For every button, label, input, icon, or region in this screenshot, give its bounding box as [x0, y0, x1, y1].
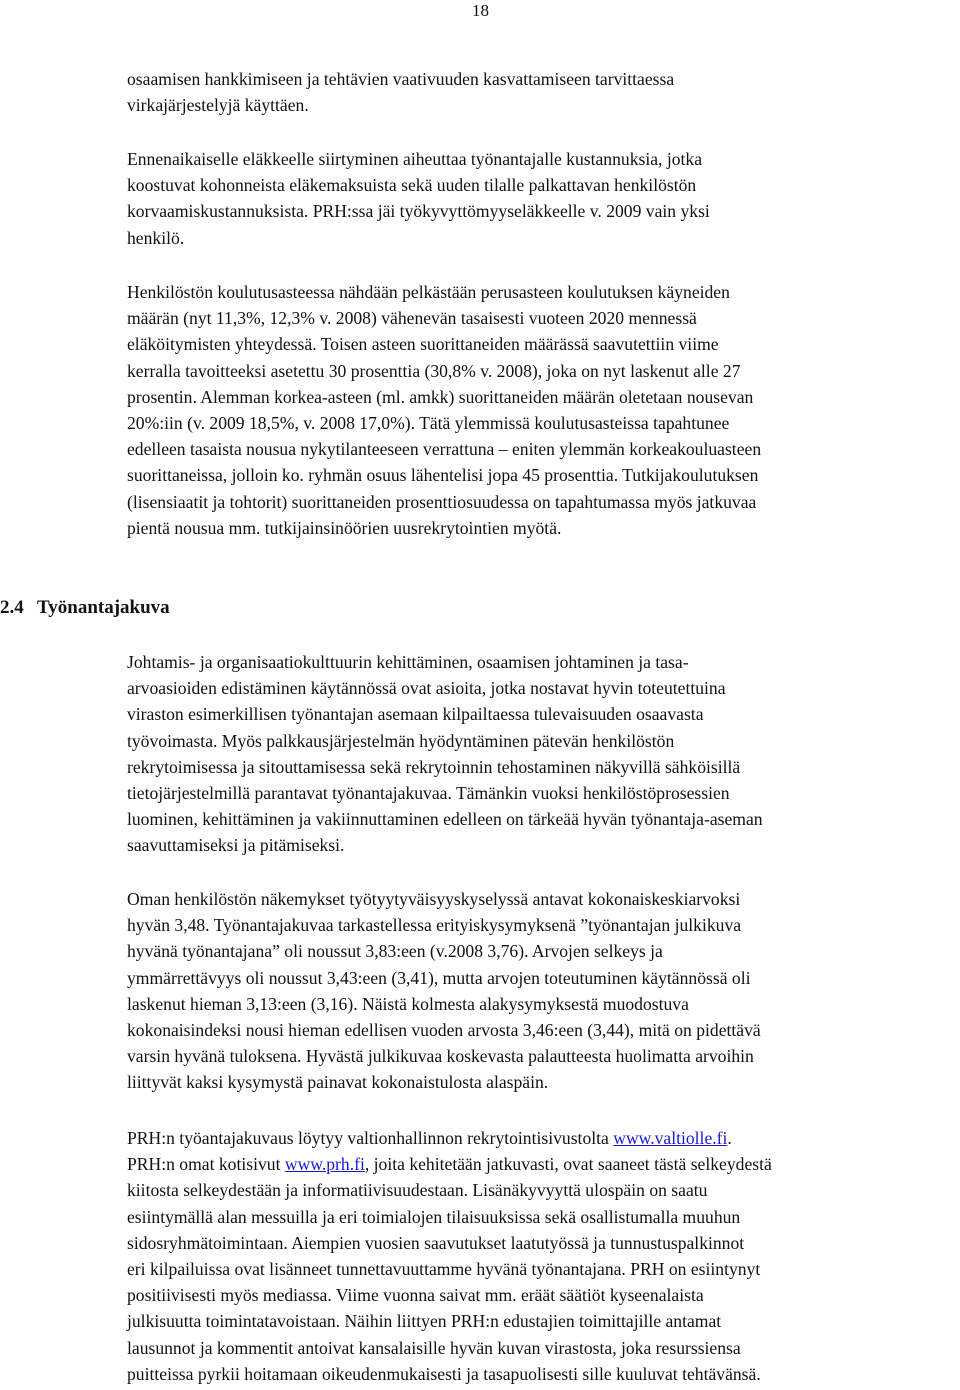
text-line: ymmärrettävyys oli noussut 3,43:een (3,41), mutta arvojen toteutuminen käytännössä oli	[127, 967, 751, 988]
text-line: arvoasioiden edistäminen käytännössä ovat asioita, jotka nostavat hyvin toteutettuina	[127, 678, 726, 699]
text-line: varsin hyvänä tuloksena. Hyvästä julkikuvaa koskevasta palautteesta huolimatta arvoihin	[127, 1046, 754, 1067]
paragraph-employee-survey	[127, 886, 957, 1096]
text-line: korvaamiskustannuksista. PRH:ssa jäi työkyvyttömyyseläkkeelle v. 2009 vain yksi	[127, 201, 710, 222]
text-run: PRH:n työantajakuvaus löytyy valtionhallinnon rekrytointisivustolta	[127, 1128, 614, 1148]
text-line: virkajärjestelyjä käyttäen.	[127, 95, 309, 116]
text-line: viraston esimerkillisen työnantajan asemaan kilpailtaessa tulevaisuuden osaavasta	[127, 704, 704, 725]
text-line: Henkilöstön koulutusasteessa nähdään pelkästään perusasteen koulutuksen käyneiden	[127, 282, 730, 302]
text-line: eri kilpailuissa ovat lisänneet tunnettavuuttamme hyvänä työnantajana. PRH on esiintynyt	[127, 1259, 761, 1280]
text-run: .	[727, 1128, 732, 1148]
text-line: rekrytoimisessa ja sitouttamisessa sekä rekrytoinnin tehostaminen näkyvillä sähköisillä	[127, 756, 741, 777]
paragraph-early-retirement	[127, 146, 957, 251]
section-title: Työnantajakuva	[37, 597, 170, 618]
text-line: luominen, kehittäminen ja vakiinnuttaminen edelleen on tärkeää hyvän työnantaja-aseman	[127, 809, 763, 830]
text-line: (lisensiaatit ja tohtorit) suorittaneiden prosenttiosuudessa on tapahtumassa myös jatkuvaa	[127, 491, 757, 512]
text-line: prosentin. Alemman korkea-asteen (ml. amkk) suorittaneiden määrän oletetaan nousevan	[127, 386, 754, 407]
text-line: liittyvät kaksi kysymystä painavat kokonaistulosta alaspäin.	[127, 1072, 549, 1093]
text-line: puitteissa pyrkii hoitamaan oikeudenmukaisesti ja tasapuolisesti sille kuuluvat tehtävänsä.	[127, 1363, 761, 1384]
text-line	[127, 1151, 957, 1177]
section-number: 2.4	[0, 597, 24, 618]
text-line: sidosryhmätoimintaan. Aiempien vuosien saavutukset laatutyössä ja tunnustuspalkinnot	[127, 1232, 745, 1253]
prh-link[interactable]: www.prh.fi	[284, 1154, 365, 1175]
text-line: osaamisen hankkimiseen ja tehtävien vaativuuden kasvattamiseen tarvittaessa	[127, 69, 675, 89]
text-line: tietojärjestelmillä parantavat työnantajakuvaa. Tämänkin vuoksi henkilöstöprosessien	[127, 783, 730, 804]
paragraph-education-level	[127, 279, 957, 541]
text-line: kokonaisindeksi nousi hieman edellisen vuoden arvosta 3,46:een (3,44), mitä on pidettävä	[127, 1020, 761, 1041]
text-line: suorittaneissa, jolloin ko. ryhmän osuus lähentelisi jopa 45 prosenttia. Tutkijakoulutuksen	[127, 465, 759, 486]
page-number: 18	[472, 1, 489, 20]
text-line: positiivisesti myös mediassa. Viime vuonna saivat mm. eräät säätiöt kyseenalaista	[127, 1285, 704, 1306]
text-run: PRH:n omat kotisivut	[127, 1154, 285, 1175]
text-line: julkisuutta toimintatavoistaan. Näihin liittyen PRH:n edustajien toimittajille antamat	[127, 1311, 722, 1332]
section-heading	[0, 596, 170, 620]
text-line: hyvän 3,48. Työnantajakuvaa tarkastellessa erityiskysymyksenä ”työnantajan julkikuva	[127, 915, 742, 936]
text-run: , joita kehitetään jatkuvasti, ovat saaneet tästä selkeydestä	[364, 1154, 772, 1175]
paragraph-leadership-culture	[127, 649, 957, 859]
text-line: esiintymällä alan messuilla ja eri toimialojen tilaisuuksissa sekä osallistumalla muuhun	[127, 1206, 741, 1227]
paragraph-employer-image-web	[127, 1125, 957, 1387]
text-line: kiitosta selkeydestään ja informatiivisuudestaan. Lisänäkyvyyttä ulospäin on saatu	[127, 1180, 708, 1201]
text-line: eläköitymisten yhteydessä. Toisen asteen suorittaneiden määrässä saavutettiin viime	[127, 334, 719, 355]
text-line: edelleen tasaista nousua nykytilanteeseen verrattuna – eniten ylemmän korkeakouluasteen	[127, 439, 762, 460]
text-line: kerralla tavoitteeksi asetettu 30 prosenttia (30,8% v. 2008), joka on nyt laskenut alle 27	[127, 360, 741, 381]
text-line: henkilö.	[127, 227, 185, 248]
text-line: hyvänä työnantajana” oli noussut 3,83:een (v.2008 3,76). Arvojen selkeys ja	[127, 941, 663, 962]
text-line: saavuttamiseksi ja pitämiseksi.	[127, 835, 345, 856]
text-line: määrän (nyt 11,3%, 12,3% v. 2008) vähenevän tasaisesti vuoteen 2020 mennessä	[127, 308, 697, 329]
text-line: Oman henkilöstön näkemykset työtyytyväisyyskyselyssä antavat kokonaiskeskiarvoksi	[127, 889, 741, 909]
text-line: 20%:iin (v. 2009 18,5%, v. 2008 17,0%). Tätä ylemmissä koulutusasteissa tapahtunee	[127, 413, 730, 434]
valtiolle-link[interactable]: www.valtiolle.fi	[613, 1128, 728, 1148]
text-line: lausunnot ja kommentit antoivat kansalaisille hyvän kuvan virastosta, joka resurssiensa	[127, 1337, 741, 1358]
text-line: koostuvat kohonneista eläkemaksuista sekä uuden tilalle palkattavan henkilöstön	[127, 175, 697, 196]
text-line: laskenut hieman 3,13:een (3,16). Näistä kolmesta alakysymyksestä muodostuva	[127, 993, 689, 1014]
paragraph-continuation	[127, 66, 957, 118]
text-line: työvoimasta. Myös palkkausjärjestelmän hyödyntäminen pätevän henkilöstön	[127, 730, 675, 751]
text-line	[127, 1125, 957, 1151]
text-line: Johtamis- ja organisaatiokulttuurin kehittäminen, osaamisen johtaminen ja tasa-	[127, 652, 689, 672]
text-line: pientä nousua mm. tutkijainsinöörien uusrekrytointien myötä.	[127, 517, 562, 538]
text-line: Ennenaikaiselle eläkkeelle siirtyminen aiheuttaa työnantajalle kustannuksia, jotka	[127, 149, 703, 169]
